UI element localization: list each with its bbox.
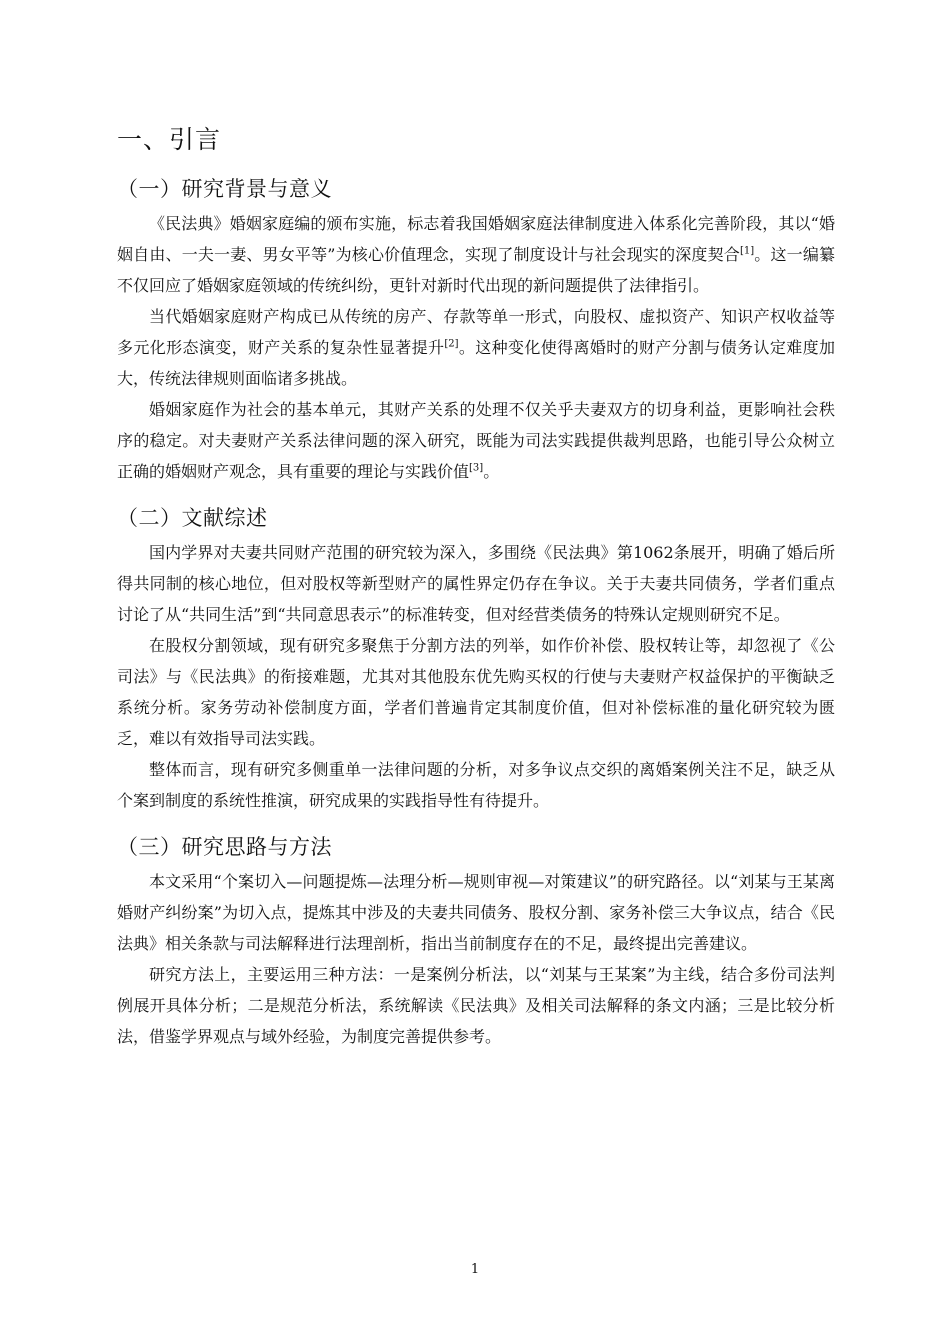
citation-marker: [2]	[444, 338, 459, 350]
citation-marker: [1]	[739, 245, 755, 257]
paragraph: 研究方法上，主要运用三种方法：一是案例分析法，以“刘某与王某案”为主线，结合多份司法判例展开具体分析；二是规范分析法，系统解读《民法典》及相关司法解释的条文内涵；三是比较分析法，借鉴学界观点与域外经验，为制度完善提供参考。	[117, 965, 835, 1046]
paragraph: 在股权分割领域，现有研究多聚焦于分割方法的列举，如作价补偿、股权转让等，却忽视了《公司法》与《民法典》的衔接难题，尤其对其他股东优先购买权的行使与夫妻财产权益保护的平衡缺乏系统分析。家务劳动补偿制度方面，学者们普遍肯定其制度价值，但对补偿标准的量化研究较为匮乏，难以有效指导司法实践。	[117, 636, 835, 748]
page-number: 1	[470, 1262, 480, 1277]
chapter-title: 一、引言	[117, 125, 222, 154]
paragraph: 《民法典》婚姻家庭编的颁布实施，标志着我国婚姻家庭法律制度进入体系化完善阶段，其以“婚姻自由、一夫一妻、男女平等”为核心价值理念，实现了制度设计与社会现实的深度契合[1]。这一编纂不仅回应了婚姻家庭领域的传统纠纷，更针对新时代出现的新问题提供了法律指引。	[117, 214, 835, 295]
citation-marker: [3]	[469, 462, 484, 474]
paragraph: 婚姻家庭作为社会的基本单元，其财产关系的处理不仅关乎夫妻双方的切身利益，更影响社会秩序的稳定。对夫妻财产关系法律问题的深入研究，既能为司法实践提供裁判思路，也能引导公众树立正确的婚姻财产观念，具有重要的理论与实践价值[3]。	[117, 400, 835, 481]
section-methodology	[117, 830, 835, 1052]
paragraph: 国内学界对夫妻共同财产范围的研究较为深入，多围绕《民法典》第1062条展开，明确了婚后所得共同制的核心地位，但对股权等新型财产的属性界定仍存在争议。关于夫妻共同债务，学者们重点讨论了从“共同生活”到“共同意思表示”的标准转变，但对经营类债务的特殊认定规则研究不足。	[117, 543, 835, 624]
section-heading: （一）研究背景与意义	[117, 177, 332, 201]
paragraph: 当代婚姻家庭财产构成已从传统的房产、存款等单一形式，向股权、虚拟资产、知识产权收益等多元化形态演变，财产关系的复杂性显著提升[2]。这种变化使得离婚时的财产分割与债务认定难度加大，传统法律规则面临诸多挑战。	[117, 307, 835, 388]
section-background	[117, 172, 835, 487]
paragraph: 整体而言，现有研究多侧重单一法律问题的分析，对多争议点交织的离婚案例关注不足，缺乏从个案到制度的系统性推演，研究成果的实践指导性有待提升。	[117, 760, 835, 810]
section-heading: （二）文献综述	[117, 506, 268, 530]
page-content	[117, 120, 835, 1066]
section-literature-review	[117, 501, 835, 816]
paragraph: 本文采用“个案切入—问题提炼—法理分析—规则审视—对策建议”的研究路径。以“刘某与王某离婚财产纠纷案”为切入点，提炼其中涉及的夫妻共同债务、股权分割、家务补偿三大争议点，结合《民法典》相关条款与司法解释进行法理剖析，指出当前制度存在的不足，最终提出完善建议。	[117, 872, 835, 953]
section-heading: （三）研究思路与方法	[117, 835, 332, 859]
